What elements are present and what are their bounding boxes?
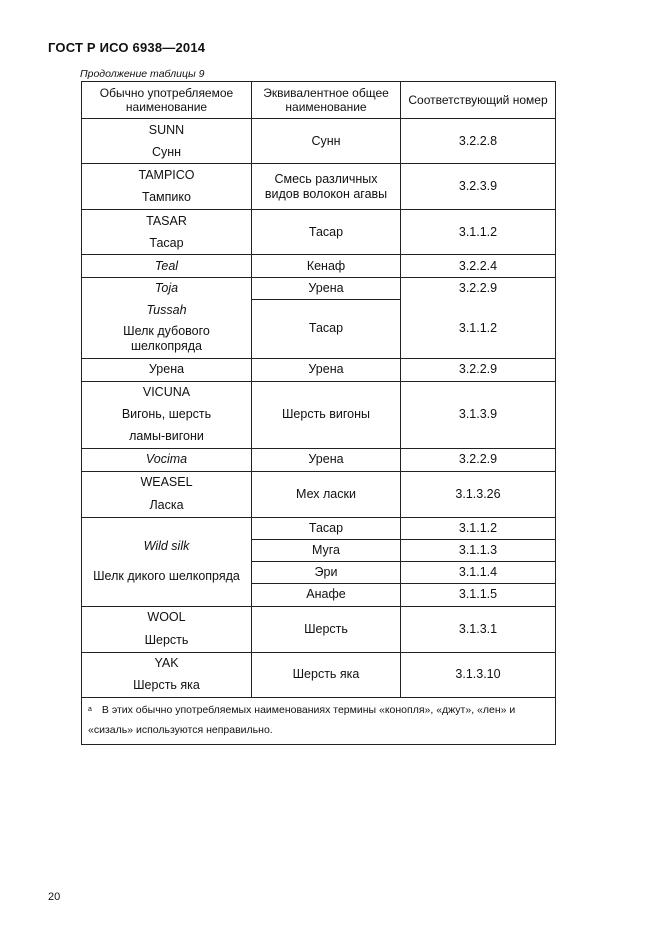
column-header: Соответствующий номер (401, 82, 556, 119)
table-row (82, 652, 556, 697)
table-row (82, 119, 556, 164)
name-line: WEASEL (140, 475, 193, 490)
name-cell (82, 300, 252, 359)
table-row (82, 448, 556, 471)
name-line: VICUNA (142, 385, 191, 399)
name-line: Шелк дубового шелкопряда (123, 324, 210, 354)
equiv-cell: Мех ласки (252, 471, 401, 517)
number-cell: 3.2.2.9 (401, 358, 556, 381)
table-row (82, 164, 556, 210)
document-header: ГОСТ Р ИСО 6938—2014 (48, 40, 206, 55)
number-cell: 3.2.2.9 (401, 278, 556, 300)
name-line: Тампико (142, 190, 191, 205)
equiv-cell: Урена (252, 358, 401, 381)
name-line: SUNN (148, 122, 185, 137)
name-cell (82, 164, 252, 210)
table-row (82, 606, 556, 652)
name-line: YAK (154, 656, 179, 670)
name-cell (82, 471, 252, 517)
name-line: WOOL (147, 610, 186, 625)
name-cell: Урена (82, 358, 252, 381)
name-line: Вигонь, шерсть (121, 407, 212, 421)
equiv-cell: Тасар (252, 210, 401, 255)
number-cell: 3.1.1.3 (401, 539, 556, 561)
table-row (82, 517, 556, 539)
table-header-row (82, 82, 556, 119)
table-row (82, 300, 556, 359)
footnote (82, 697, 556, 744)
number-cell: 3.1.3.1 (401, 606, 556, 652)
name-line: TAMPICO (138, 167, 195, 182)
name-line: Шерсть яка (133, 678, 200, 692)
equiv-cell: Тасар (252, 517, 401, 539)
name-cell (82, 210, 252, 255)
name-cell: Vocima (82, 448, 252, 471)
equiv-cell: Смесь различных видов волокон агавы (252, 164, 401, 210)
table-row (82, 381, 556, 448)
name-cell (82, 606, 252, 652)
equiv-cell: Анафе (252, 583, 401, 606)
number-cell: 3.2.3.9 (401, 164, 556, 210)
equiv-cell: Урена (252, 448, 401, 471)
name-cell (82, 652, 252, 697)
name-cell: Toja (82, 278, 252, 300)
name-cell (82, 381, 252, 448)
number-cell: 3.2.2.8 (401, 119, 556, 164)
equiv-cell: Шерсть вигоны (252, 381, 401, 448)
number-cell: 3.1.1.2 (401, 210, 556, 255)
equiv-cell: Сунн (252, 119, 401, 164)
number-cell: 3.1.1.4 (401, 561, 556, 583)
equiv-cell: Тасар (252, 300, 401, 359)
column-header: Обычно употребляемое наименование (82, 82, 252, 119)
name-line: Шелк дикого шелкопряда (93, 569, 240, 583)
name-line: Tussah (146, 302, 187, 317)
name-cell (82, 119, 252, 164)
number-cell: 3.1.3.10 (401, 652, 556, 697)
name-cell: Teal (82, 255, 252, 278)
number-cell: 3.1.3.26 (401, 471, 556, 517)
number-cell: 3.1.1.2 (401, 517, 556, 539)
equiv-cell: Шерсть яка (252, 652, 401, 697)
name-line: Ласка (149, 497, 184, 512)
name-line: Шерсть (144, 632, 189, 647)
table-row (82, 278, 556, 300)
terms-table (81, 81, 556, 745)
equiv-cell: Кенаф (252, 255, 401, 278)
equiv-cell: Муга (252, 539, 401, 561)
name-line: Сунн (151, 144, 182, 159)
equiv-cell: Шерсть (252, 606, 401, 652)
number-cell: 3.1.1.5 (401, 583, 556, 606)
column-header: Эквивалентное общее наименование (252, 82, 401, 119)
number-cell: 3.1.1.2 (401, 300, 556, 359)
table-row (82, 471, 556, 517)
number-cell: 3.1.3.9 (401, 381, 556, 448)
equiv-cell: Эри (252, 561, 401, 583)
table-caption: Продолжение таблицы 9 (80, 68, 205, 80)
name-line: Wild silk (143, 539, 190, 553)
table-row (82, 358, 556, 381)
table-container (81, 81, 555, 745)
name-line: ламы-вигони (129, 429, 204, 443)
number-cell: 3.2.2.9 (401, 448, 556, 471)
name-line: Тасар (149, 235, 184, 250)
name-cell (82, 517, 252, 606)
number-cell: 3.2.2.4 (401, 255, 556, 278)
table-row (82, 210, 556, 255)
equiv-cell: Урена (252, 278, 401, 300)
footnote-marker: a (88, 705, 92, 713)
name-line: TASAR (146, 213, 187, 228)
table-row (82, 255, 556, 278)
page-number: 20 (48, 891, 61, 903)
footnote-row (82, 697, 556, 744)
footnote-line: В этих обычно употребляемых наименованиях термины «конопля», «джут», «лен» и (101, 703, 516, 716)
footnote-line: «сизаль» используются неправильно. (88, 723, 273, 736)
